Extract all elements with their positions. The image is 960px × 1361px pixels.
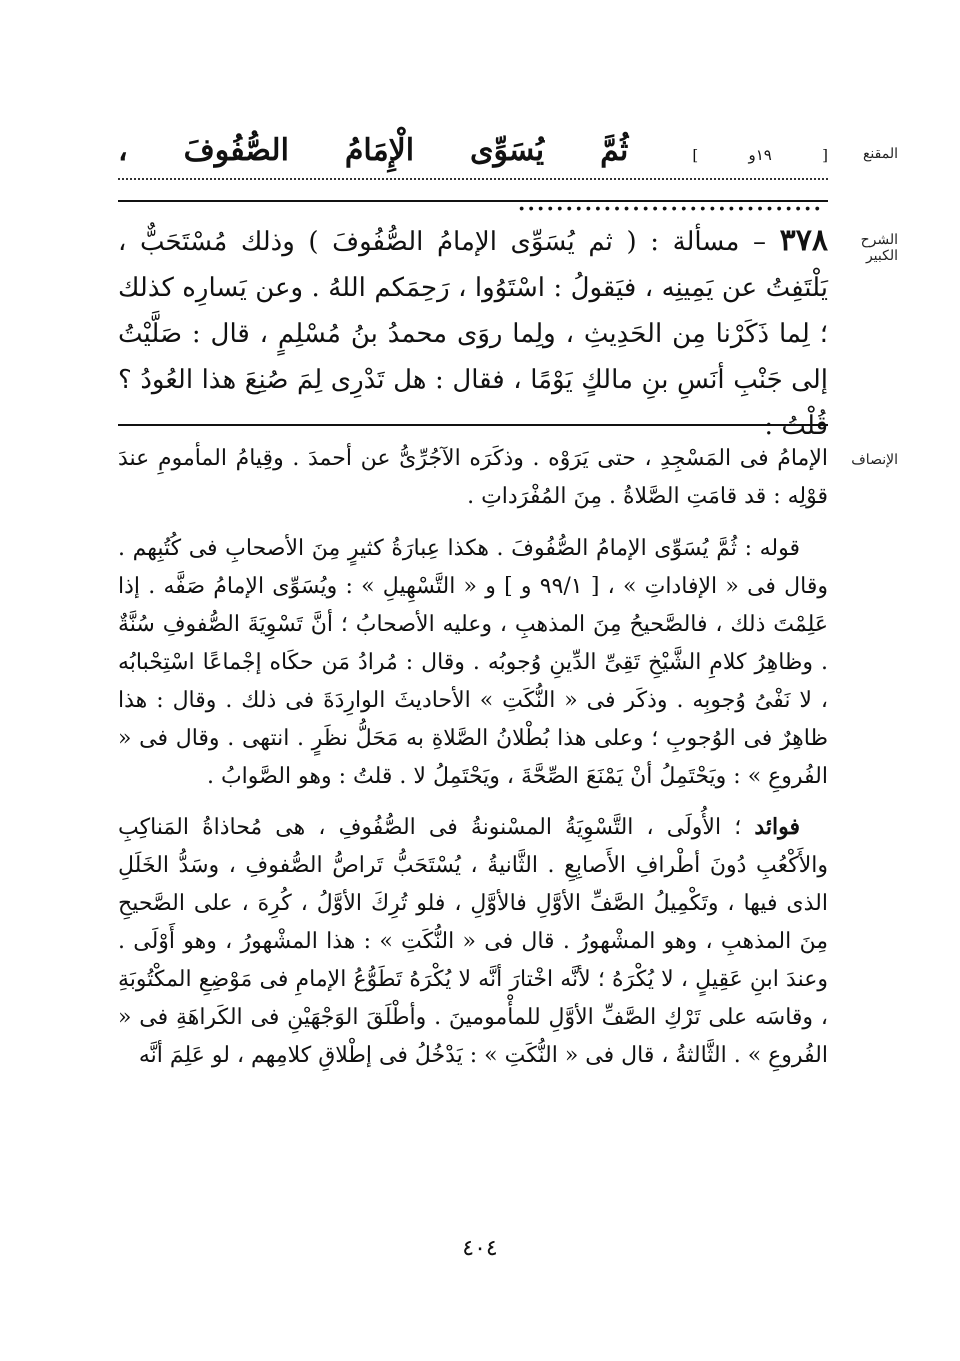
muqni-text: ثُمَّ يُسَوِّى الْإِمَامُ الصُّفُوفَ ، [118,133,629,168]
insaf-paragraph-3 [118,808,828,1075]
section-divider-top [118,200,828,202]
insaf-paragraph-2: قوله : ثُمَّ يُسَوِّى الإمامُ الصُّفُوفَ . هكذا عِبارَةُ كثيرٍ مِنَ الأصحابِ فى كُتُبِهم . وقال فى « الإفاداتِ » ، [ ٩٩/١ و ] و « التَّسْهِيلِ » : ويُسَوِّى الإمامُ صَفَّه . إذا عَلِمْتَ ذلك ، فالصَّحيحُ مِنَ المذهبِ ، وعليه الأصحابُ ؛ أنَّ تَسْوِيَةَ الصُّفوفِ سُنَّةٌ . وظاهِرُ كلامِ الشَّيْخِ تَقِىِّ الدِّينِ وُجوبُه . وقال : مُرادُ مَن حكَاه إجْماعًا اسْتِحْبابُه ، لا نَفْىُ وُجوبِه . وذكَر فى « النُّكَتِ » الأحاديثَ الوارِدَةَ فى ذلك . وقال : هذا ظاهِرٌ فى الوُجوبِ ؛ وعلى هذا بُطْلانُ الصَّلاةِ به مَحَلُّ نظَرٍ . انتهى . وقال فى « الفُروعِ » : ويَحْتَمِلُ أنْ يَمْنَعَ الصِّحَّةَ ، ويَحْتَمِلُ لا . قلتُ : وهو الصَّوابُ . [118,536,828,789]
insaf-label: الإنصاف [851,452,898,468]
muqni-dots: ................................ [516,183,822,218]
page-number: ٤٠٤ [462,1236,498,1261]
muqni-text-block [118,128,828,224]
sharh-label: الشرح الكبير [860,232,898,264]
fawaid-heading: فوائد [754,814,800,840]
insaf-text-block [118,440,828,1087]
muqni-dotted-line [118,178,828,180]
folio-reference: [ ١٩و ] [692,146,829,164]
section-divider-middle [118,424,828,426]
muqni-label: المقنع [862,146,898,162]
sharh-text-block [118,218,828,449]
issue-number: ٣٧٨ [779,223,828,258]
insaf-paragraph-3-text: ؛ الأُولَى ، التَّسْوِيَةُ المسْنونةُ فى الصُّفُوفِ ، هى مُحاذاةُ المَناكِبِ والأَكْعُبِ دُونَ أطْرافِ الأَصابِعِ . الثَّانيةُ ، يُسْتَحَبُّ تَراصُّ الصُّفوفِ ، وسَدُّ الخَلَلِ الذى فيها ، وتَكْمِيلُ الصَّفِّ الأوَّلِ فالأوَّلِ ، فلو تُرِكَ الأوَّلُ ، كُرِهَ ، على الصَّحيحِ مِنَ المذهبِ ، وهو المشْهورُ . قال فى « النُّكَتِ » : هذا المشْهورُ ، وهو أَوْلَى . وعندَ ابنِ عَقِيلٍ ، لا يُكْرَهُ ؛ لأنَّه اخْتارَ أنَّه لا يُكْرَهُ تَطَوُّعُ الإمامِ فى مَوْضِعِ المكْتُوبَةِ ، وقاسَه على تَرْكِ الصَّفِّ الأوَّلِ للمأْمومينَ . وأطْلَقَ الوَجْهَيْنِ فى الكَراهَةِ فى « الفُروعِ » . الثَّالثةُ ، قال فى « النُّكَتِ » : يَدْخُلُ فى إطْلاقِ كلامِهم ، لو عَلِمَ أنَّه [118,815,828,1068]
insaf-paragraph-1: الإمامُ فى المَسْجِدِ ، حتى يَرَوْه . وذكَرَه الآجُرِّىُّ عن أحمدَ . وقِيامُ المأمومِ عندَ قوْلِه : قد قامَتِ الصَّلاةُ . مِنَ المُفْرَداتِ . [118,446,828,509]
sharh-text: – مسألة : ( ثم يُسَوِّى الإمامُ الصُّفُوفَ ) وذلك مُسْتَحَبٌّ ، يَلْتَفِتُ عن يَمِينِه ، فيَقولُ : اسْتَوُوا ، رَحِمَكم اللهُ . وعن يَسارِه كذلك ؛ لِما ذَكَرْنا مِن الحَدِيثِ ، ولِما روَى محمدُ بنُ مُسْلِمٍ ، قال : صَلَّيْتُ إلى جَنْبِ أنَسِ بنِ مالكٍ يَوْمًا ، فقال : هل تَدْرِى لِمَ صُنِعَ هذا العُودُ ؟ قُلْتُ : [118,227,828,441]
